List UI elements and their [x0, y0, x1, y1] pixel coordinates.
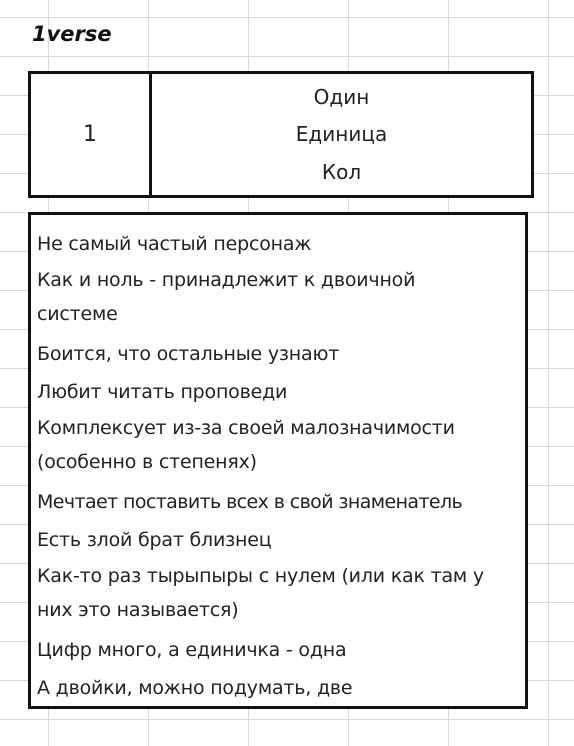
names-cell — [152, 74, 531, 195]
header-table — [28, 71, 534, 198]
name-line: Один — [313, 84, 370, 109]
number-cell: 1 — [31, 74, 152, 195]
sheet-title: 1verse — [32, 22, 112, 46]
fact-item: А двойки, можно подумать, две — [37, 677, 353, 699]
fact-item: Есть злой брат близнец — [37, 529, 272, 551]
fact-item: Как и ноль - принадлежит к двоичной системе — [37, 269, 416, 325]
name-line: Кол — [321, 160, 362, 185]
fact-item: Не самый частый персонаж — [37, 233, 312, 255]
fact-item: Любит читать проповеди — [37, 381, 288, 403]
name-line: Единица — [295, 122, 388, 147]
fact-item: Как-то раз тырыпыры с нулем (или как там у них это называется) — [37, 565, 484, 621]
fact-item: Боится, что остальные узнают — [37, 343, 340, 365]
fact-item: Комплексует из-за своей малозначимости (особенно в степенях) — [37, 417, 455, 473]
fact-item: Мечтает поставить всех в свой знаменатель — [37, 491, 463, 513]
facts-table — [28, 212, 528, 709]
fact-item: Цифр много, а единичка - одна — [37, 639, 347, 661]
